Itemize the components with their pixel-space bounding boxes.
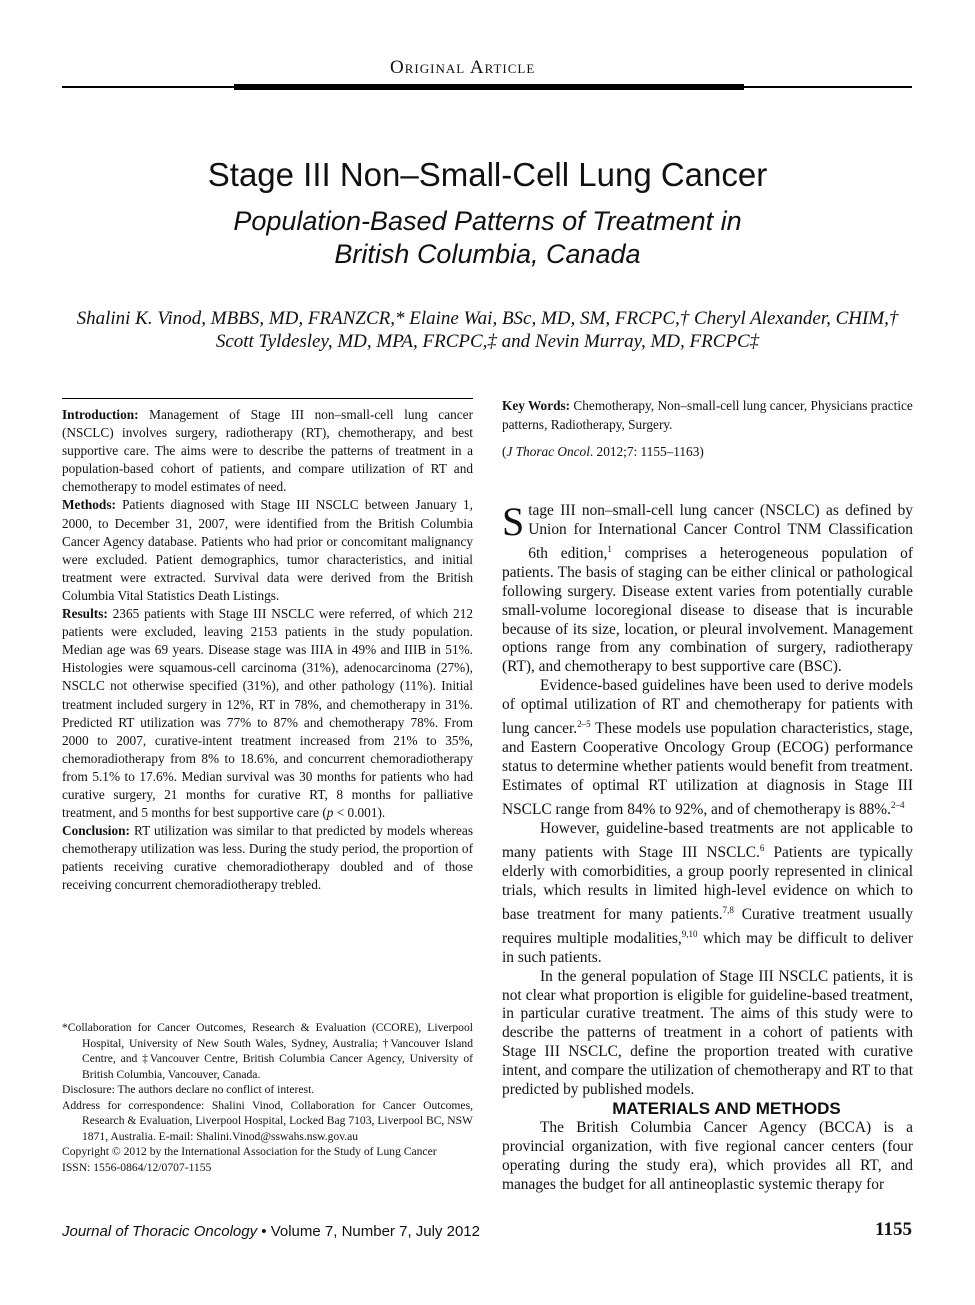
paragraph-1-text: tage III non–small-cell lung cancer (NSCLC) as defined by Union for International Cancer Control TNM Classification 6th edition, xyxy=(528,502,913,562)
drop-cap: S xyxy=(502,499,525,544)
methods-label: Methods: xyxy=(62,497,116,513)
conclusion-text: RT utilization was similar to that predicted by models whereas chemotherapy utilization was less. During the study period, the proportion of patients receiving curative chemoradiotherapy doubled and of those receiving concurrent chemoradiotherapy trebled. xyxy=(62,823,473,893)
p-value-symbol: p xyxy=(326,805,334,821)
citation-journal: J Thorac Oncol xyxy=(506,444,590,459)
author-list xyxy=(40,307,935,353)
page-number: 1155 xyxy=(875,1219,912,1240)
authors-line-2: Scott Tyldesley, MD, MPA, FRCPC,‡ and Nevin Murray, MD, FRCPC‡ xyxy=(215,331,760,352)
article-title: Stage III Non–Small-Cell Lung Cancer xyxy=(207,156,768,193)
copyright-note: Copyright © 2012 by the International Association for the Study of Lung Cancer xyxy=(62,1145,437,1158)
authors-line-1: Shalini K. Vinod, MBBS, MD, FRANZCR,* Elaine Wai, BSc, MD, SM, FRCPC,† Cheryl Alexander, CHIM,† xyxy=(76,308,899,329)
abstract-methods xyxy=(62,496,473,605)
reference-marker: 7,8 xyxy=(722,904,734,915)
section-heading: MATERIALS AND METHODS xyxy=(612,1098,841,1118)
abstract-results xyxy=(62,605,473,822)
reference-marker: 9,10 xyxy=(681,928,698,939)
paragraph-1 xyxy=(502,499,914,677)
paragraph-2-text: Evidence-based guidelines have been used to derive models of optimal utilization of RT and chemotherapy for patients with lung cancer. xyxy=(502,677,913,738)
reference-marker: 1 xyxy=(607,543,612,554)
abstract xyxy=(62,406,473,895)
affiliations-note: *Collaboration for Cancer Outcomes, Research & Evaluation (CCORE), Liverpool Hospital, University of New South Wales, Sydney, Australia; †Vancouver Island Centre, and ‡Vancouver Centre, British Columbia Cancer Agency, University of British Columbia, Vancouver, Canada. xyxy=(62,1021,473,1081)
citation-open: ( xyxy=(502,444,507,459)
footer-journal: Journal of Thoracic Oncology xyxy=(62,1223,258,1240)
methods-text: Patients diagnosed with Stage III NSCLC between January 1, 2000, to December 31, 2007, were identified from the British Columbia Cancer Agency database. Patients who had prior or concomitant malignancy were excluded. Patient demographics, tumor characteristics, and initial treatment were extracted. Survival data were derived from the British Columbia Vital Statistics Death Listings. xyxy=(62,497,473,603)
reference-marker: 6 xyxy=(759,842,765,853)
paragraph-3-text-d: which may be difficult to deliver in such patients. xyxy=(502,929,913,966)
footnotes xyxy=(62,1020,473,1175)
paragraph-5: The British Columbia Cancer Agency (BCCA) is a provincial organization, with five regional cancer centers (four operating during the study era), which provides all RT, and manages the budget for all antineoplastic systemic therapy for xyxy=(502,1118,913,1193)
reference-marker: 2–5 xyxy=(577,719,591,730)
paragraph-3 xyxy=(502,820,913,968)
header-rule-thick xyxy=(234,84,744,90)
introduction-text: Management of Stage III non–small-cell lung cancer (NSCLC) involves surgery, radiotherapy (RT), chemotherapy, and best supportive care. The aims were to describe the patterns of treatment in a population-based cohort of patients, and compare utilization of RT and chemotherapy to model estimates of need. xyxy=(62,407,473,495)
paragraph-1-rest: comprises a heterogeneous population of patients. The basis of staging can be either clinical or pathological following surgery. Disease extent varies from potentially curable small-volume locoregional disease to disease that is incurable because of its size, location, or pleural involvement. Management options range from any combination of surgery, radiotherapy (RT), and chemotherapy to best supportive care (BSC). xyxy=(502,544,914,676)
results-tail: < 0.001). xyxy=(333,805,386,821)
paragraph-3-text: However, guideline-based treatments are not applicable to many patients with Stage III NSCLC. xyxy=(502,819,913,861)
citation xyxy=(502,444,913,460)
abstract-rule xyxy=(62,398,473,399)
keywords xyxy=(502,396,913,434)
subtitle-line-1: Population-Based Patterns of Treatment in xyxy=(233,206,742,236)
abstract-introduction xyxy=(62,406,473,496)
conclusion-label: Conclusion: xyxy=(62,823,130,839)
introduction-label: Introduction: xyxy=(62,407,139,422)
correspondence-note: Address for correspondence: Shalini Vinod, Collaboration for Cancer Outcomes, Research & Evaluation, Liverpool Hospital, Locked Bag 7103, Liverpool BC, NSW 1871, Australia. E-mail: Shalini.Vinod@sswahs.nsw.gov.au xyxy=(62,1098,473,1143)
disclosure-note: Disclosure: The authors declare no conflict of interest. xyxy=(62,1083,315,1096)
results-text: 2365 patients with Stage III NSCLC were referred, of which 212 patients were excluded, leaving 2153 patients in the study population. Median age was 69 years. Disease stage was IIIA in 49% and IIIB in 51%. Histologies were squamous-cell carcinoma (31%), adenocarcinoma (27%), NSCLC not otherwise specified (31%), and other pathology (11%). Initial treatment included surgery in 12%, RT in 78%, and chemotherapy in 31%. Predicted RT utilization was 77% to 87% and chemotherapy 78%. From 2000 to 2007, curative-intent treatment increased from 21% to 35%, chemoradiotherapy from 8% to 18.6%, and concurrent chemoradiotherapy from 5.1% to 17.6%. Median survival was 30 months for patients who had curative surgery, 21 months for curative RT, 8 months for palliative treatment, and 5 months for best supportive care ( xyxy=(62,606,473,821)
paragraph-3-text-c: Curative treatment usually requires multiple modalities, xyxy=(502,905,913,947)
issn-note: ISSN: 1556-0864/12/0707-1155 xyxy=(62,1160,212,1174)
paragraph-3-text-b: Patients are typically elderly with comorbidities, a group poorly represented in clinical trials, which results in limited high-level evidence on which to base treatment for many patients. xyxy=(502,843,914,923)
article-subtitle xyxy=(0,205,975,271)
keywords-label: Key Words: xyxy=(502,398,571,413)
paragraph-2-rest: These models use population characteristics, stage, and Eastern Cooperative Oncology Group (ECOG) performance status to determine whether patients would benefit from treatment. Estimates of optimal RT utilization at diagnosis in Stage III NSCLC range from 84% to 92%, and of chemotherapy is 88%. xyxy=(502,720,913,818)
section-label: Original Article xyxy=(390,57,536,78)
body-text xyxy=(502,499,914,1194)
subtitle-line-2: British Columbia, Canada xyxy=(334,239,641,269)
footer-issue: Volume 7, Number 7, July 2012 xyxy=(270,1223,480,1240)
running-footer xyxy=(62,1223,662,1240)
abstract-conclusion xyxy=(62,822,473,894)
citation-rest: . 2012;7: 1155–1163) xyxy=(589,444,704,459)
reference-marker: 2–4 xyxy=(890,799,905,810)
keywords-text: Chemotherapy, Non–small-cell lung cancer, Physicians practice patterns, Radiotherapy, Surgery. xyxy=(502,398,913,432)
paragraph-2 xyxy=(502,677,913,820)
paragraph-4: In the general population of Stage III NSCLC patients, it is not clear what proportion is eligible for guideline-based treatment, in particular curative treatment. The aims of this study were to describe the patterns of treatment in a cohort of patients with Stage III NSCLC, define the proportion treated with curative intent, and compare the utilization of chemotherapy and RT to that predicted by published models. xyxy=(502,967,913,1099)
results-label: Results: xyxy=(62,606,108,622)
footer-bullet: • xyxy=(257,1223,271,1240)
